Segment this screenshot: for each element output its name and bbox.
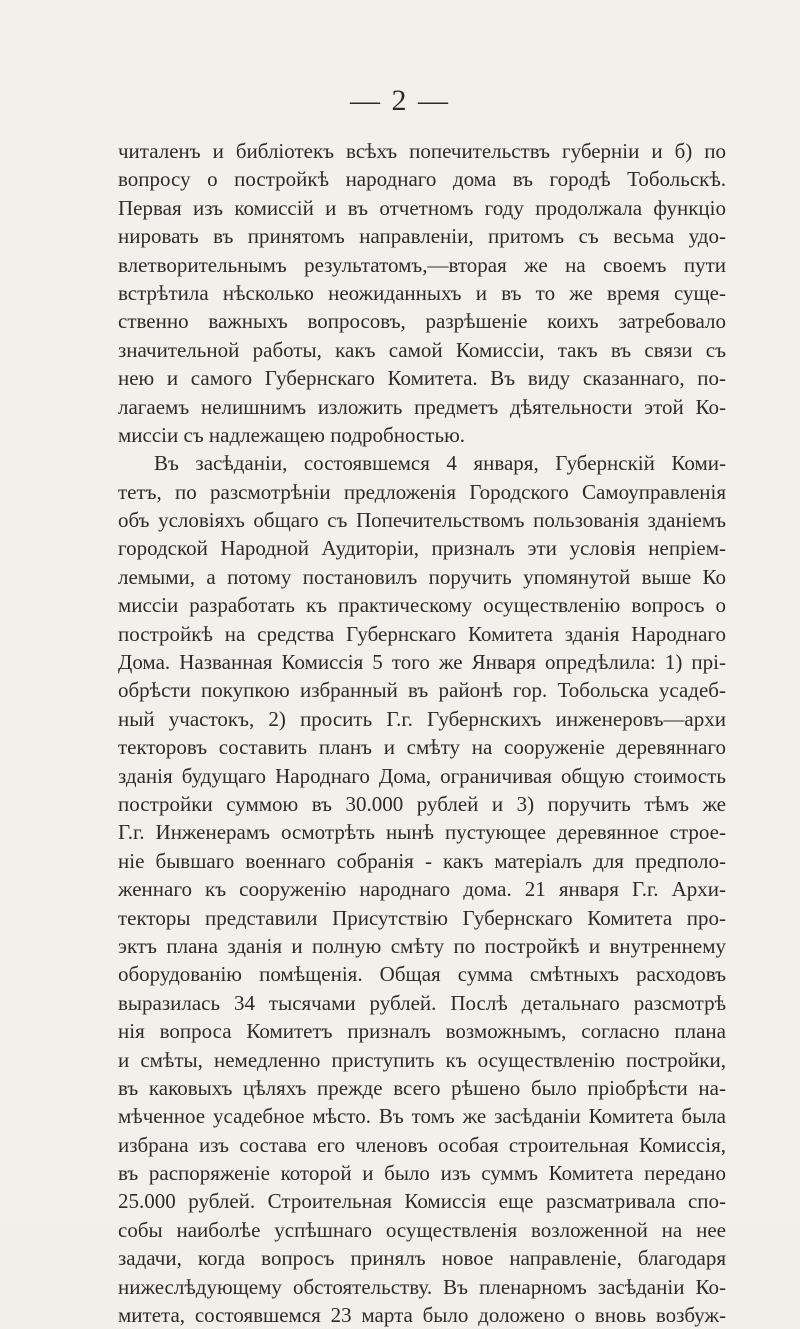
text-line: текторы представили Присутствію Губернскаго Комитета про-: [118, 905, 726, 930]
text-line: постройкѣ на средства Губернскаго Комитета зданія Народнаго: [118, 621, 726, 646]
text-line: нировать въ принятомъ направленіи, притомъ съ весьма удо-: [118, 224, 726, 249]
text-line: Первая изъ комиссій и въ отчетномъ году продолжала функціо: [118, 195, 726, 220]
text-line: зданія будущаго Народнаго Дома, ограничивая общую стоимость: [118, 763, 726, 788]
text-line: Въ засѣданіи, состоявшемся 4 января, Губернскій Коми-: [154, 451, 726, 476]
text-line: Г.г. Инженерамъ осмотрѣть нынѣ пустующее деревянное строе-: [118, 820, 726, 845]
text-line: постройки суммою въ 30.000 рублей и 3) поручить тѣмъ же: [118, 791, 726, 816]
text-line: задачи, когда вопросъ принялъ новое направленіе, благодаря: [118, 1246, 726, 1271]
text-line: и смѣты, немедленно приступить къ осуществленію постройки,: [118, 1047, 726, 1072]
text-line: лагаемъ нелишнимъ изложить предметъ дѣятельности этой Ко-: [118, 394, 726, 419]
text-line: городской Народной Аудиторіи, призналъ эти условія непріем-: [118, 536, 726, 561]
text-line: выразилась 34 тысячами рублей. Послѣ детальнаго разсмотрѣ: [118, 990, 726, 1015]
text-line: лемыми, а потому постановилъ поручить упомянутой выше Ко: [118, 564, 726, 589]
text-line: обрѣсти покупкою избранный въ районѣ гор. Тобольска усадеб-: [118, 678, 726, 703]
text-line: вопросу о постройкѣ народнаго дома въ городѣ Тобольскѣ.: [118, 167, 726, 192]
text-line: ніе бывшаго военнаго собранія - какъ матеріалъ для предполо-: [118, 848, 726, 873]
text-line: миссіи разработать къ практическому осуществленію вопросъ о: [118, 593, 726, 618]
body-text: [118, 137, 726, 1329]
text-line: влетворительнымъ результатомъ,—вторая же на своемъ пути: [118, 252, 726, 277]
text-line: митета, состоявшемся 23 марта было доложено о вновь возбуж-: [118, 1303, 726, 1328]
text-line: тетъ, по разсмотрѣніи предложенія Городского Самоуправленія: [118, 479, 726, 504]
text-line: объ условіяхъ общаго съ Попечительствомъ пользованія зданіемъ: [118, 508, 726, 533]
text-line: ный участокъ, 2) просить Г.г. Губернскихъ инженеровъ—архи: [118, 706, 726, 731]
text-line: оборудованію помѣщенія. Общая сумма смѣтныхъ расходовъ: [118, 962, 726, 987]
text-line: текторовъ составить планъ и смѣту на сооруженіе деревяннаго: [118, 735, 726, 760]
text-line: въ каковыхъ цѣляхъ прежде всего рѣшено было пріобрѣсти на-: [118, 1075, 726, 1100]
text-line: ственно важныхъ вопросовъ, разрѣшеніе коихъ затребовало: [118, 309, 726, 334]
page-number: — 2 —: [350, 84, 450, 117]
text-line: мѣченное усадебное мѣсто. Въ томъ же засѣданіи Комитета была: [118, 1104, 726, 1129]
text-line: миссіи съ надлежащею подробностью.: [118, 422, 466, 447]
text-line: избрана изъ состава его членовъ особая строительная Комиссія,: [118, 1132, 726, 1157]
text-line: женнаго къ сооруженію народнаго дома. 21 января Г.г. Архи-: [118, 877, 726, 902]
text-line: собы наиболѣе успѣшнаго осуществленія возложенной на нее: [118, 1217, 726, 1242]
text-line: нею и самого Губернскаго Комитета. Въ виду сказаннаго, по-: [118, 366, 726, 391]
text-line: эктъ плана зданія и полную смѣту по постройкѣ и внутреннему: [118, 933, 726, 958]
text-line: встрѣтила нѣсколько неожиданныхъ и въ то же время суще-: [118, 280, 726, 305]
text-line: Дома. Названная Комиссія 5 того же Января опредѣлила: 1) прі-: [118, 650, 726, 675]
text-line: нижеслѣдующему обстоятельству. Въ пленарномъ засѣданіи Ко-: [118, 1274, 726, 1299]
text-line: нія вопроса Комитетъ призналъ возможнымъ, согласно плана: [118, 1019, 726, 1044]
text-line: въ распоряженіе которой и было изъ суммъ Комитета передано: [118, 1161, 726, 1186]
text-line: читаленъ и библіотекъ всѣхъ попечительствъ губерніи и б) по: [118, 139, 726, 163]
text-line: значительной работы, какъ самой Комиссіи, такъ въ связи съ: [118, 337, 726, 362]
text-line: 25.000 рублей. Строительная Комиссія еще разсматривала спо-: [118, 1189, 726, 1214]
